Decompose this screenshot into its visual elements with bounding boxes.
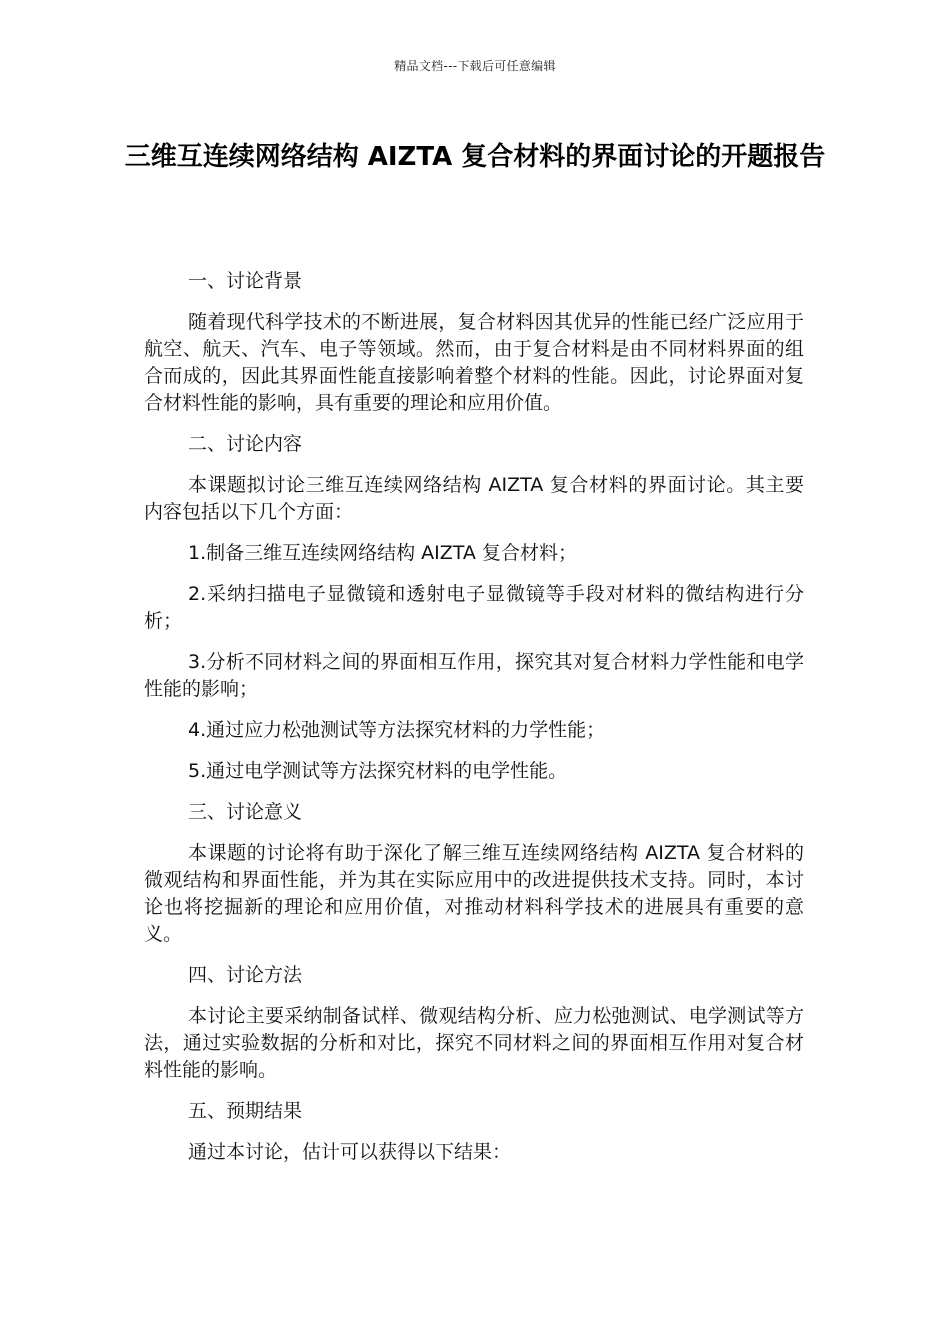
- content-list-item: 2.采纳扫描电子显微镜和透射电子显微镜等手段对材料的微结构进行分析；: [144, 583, 804, 632]
- methods-paragraph: 本讨论主要采纳制备试样、微观结构分析、应力松弛测试、电学测试等方法，通过实验数据的分析和对比，探究不同材料之间的界面相互作用对复合材料性能的影响。: [144, 1005, 804, 1081]
- header-note: 精品文档---下载后可任意编辑: [394, 59, 556, 73]
- document-body: [144, 268, 804, 1180]
- content-list-item: 4.通过应力松弛测试等方法探究材料的力学性能；: [188, 719, 606, 741]
- significance-paragraph: 本课题的讨论将有助于深化了解三维互连续网络结构 AIZTA 复合材料的微观结构和界面性能，并为其在实际应用中的改进提供技术支持。同时，本讨论也将挖掘新的理论和应用价值，对推动材料科学技术的进展具有重要的意义。: [144, 842, 804, 945]
- section-heading-content: 二、讨论内容: [188, 433, 303, 455]
- section-heading-significance: 三、讨论意义: [188, 801, 303, 823]
- document-title: 三维互连续网络结构 AIZTA 复合材料的界面讨论的开题报告: [124, 142, 826, 172]
- section-heading-background: 一、讨论背景: [188, 270, 303, 292]
- content-list-item: 5.通过电学测试等方法探究材料的电学性能。: [188, 760, 568, 782]
- content-intro-paragraph: 本课题拟讨论三维互连续网络结构 AIZTA 复合材料的界面讨论。其主要内容包括以下几个方面：: [144, 474, 804, 523]
- section-heading-results: 五、预期结果: [188, 1100, 303, 1122]
- background-paragraph: 随着现代科学技术的不断进展，复合材料因其优异的性能已经广泛应用于航空、航天、汽车、电子等领域。然而，由于复合材料是由不同材料界面的组合而成的，因此其界面性能直接影响着整个材料的性能。因此，讨论界面对复合材料性能的影响，具有重要的理论和应用价值。: [144, 311, 804, 414]
- results-paragraph: 通过本讨论，估计可以获得以下结果：: [188, 1141, 512, 1163]
- section-heading-methods: 四、讨论方法: [188, 964, 303, 986]
- content-list-item: 3.分析不同材料之间的界面相互作用，探究其对复合材料力学性能和电学性能的影响；: [144, 651, 804, 700]
- content-list-item: 1.制备三维互连续网络结构 AIZTA 复合材料；: [188, 542, 577, 564]
